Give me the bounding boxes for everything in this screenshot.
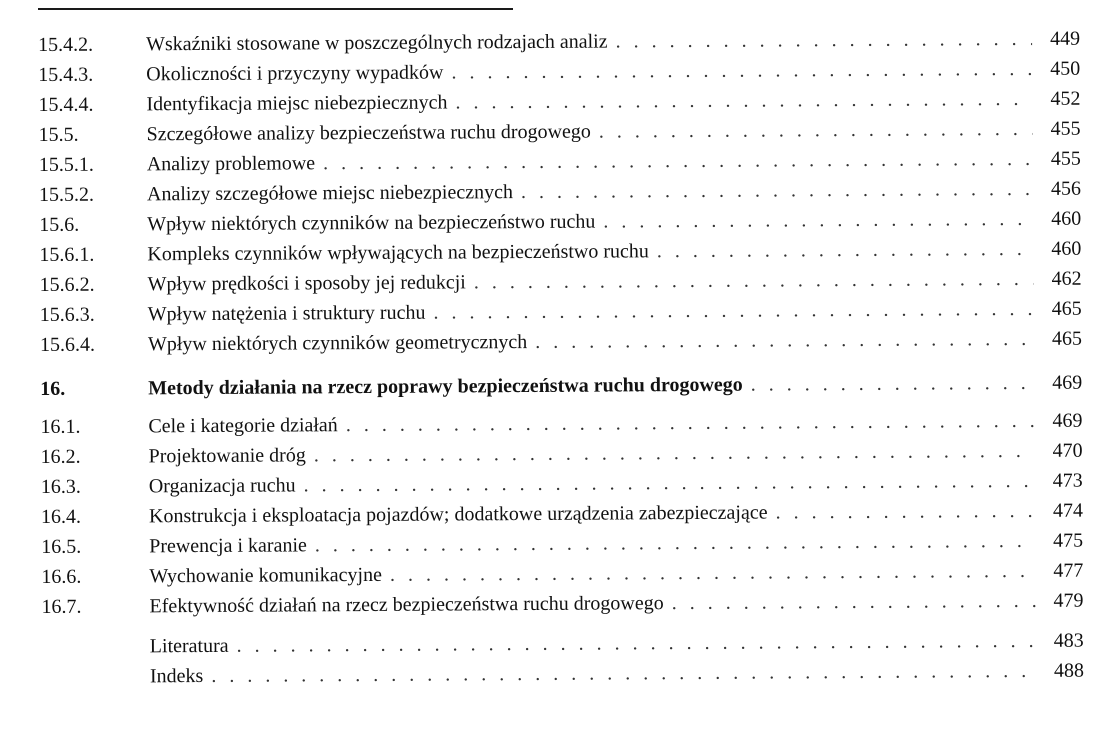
dot-leader — [657, 234, 1034, 266]
section-number: 16.5. — [41, 535, 82, 558]
section-number: 15.6.3. — [39, 303, 95, 326]
dot-leader — [433, 294, 1033, 328]
section-title: Wychowanie komunikacyjne — [149, 563, 383, 588]
page-number: 469 — [1052, 409, 1083, 432]
page-number: 477 — [1053, 559, 1084, 582]
dot-leader — [535, 324, 1034, 357]
section-number: 16.3. — [40, 475, 81, 498]
page-number: 488 — [1053, 659, 1084, 682]
page-number: 452 — [1050, 87, 1081, 110]
section-number: 16.7. — [41, 595, 82, 618]
section-number: 15.6.2. — [39, 273, 95, 296]
section-number: 15.4.2. — [38, 33, 94, 56]
page-number: 483 — [1053, 629, 1084, 652]
dot-leader — [751, 364, 1035, 404]
page-number: 475 — [1053, 529, 1084, 552]
section-title: Konstrukcja i eksploatacja pojazdów; dodatkowe urządzenia zabezpieczające — [148, 501, 768, 528]
back-matter-title: Literatura — [149, 634, 229, 658]
section-number: 16.6. — [41, 565, 82, 588]
dot-leader — [303, 466, 1034, 500]
page-number: 456 — [1050, 177, 1082, 200]
dot-leader — [775, 496, 1035, 528]
page-number: 460 — [1051, 207, 1082, 230]
chapter-title: Metody działania na rzecz poprawy bezpieczeństwa ruchu drogowego — [148, 373, 743, 400]
page-number: 465 — [1051, 327, 1082, 350]
back-matter-title: Indeks — [149, 665, 204, 688]
page-number: 462 — [1051, 267, 1082, 290]
section-number: 15.4.4. — [38, 93, 94, 116]
section-title: Efektywność działań na rzecz bezpieczeństwa ruchu drogowego — [149, 592, 664, 618]
section-title: Cele i kategorie działań — [148, 414, 338, 438]
dot-leader — [521, 174, 1033, 207]
dot-leader — [615, 24, 1032, 57]
section-title: Wskaźniki stosowane w poszczególnych rodzajach analiz — [146, 30, 608, 56]
chapter-heading — [40, 364, 1082, 408]
section-number: 15.4.3. — [38, 63, 94, 86]
dot-leader — [451, 54, 1032, 88]
page-number: 473 — [1052, 469, 1083, 492]
dot-leader — [672, 586, 1036, 618]
section-number: 16.1. — [40, 415, 81, 438]
dot-leader — [455, 84, 1032, 118]
section-number: 16.4. — [40, 505, 82, 528]
page-number: 479 — [1053, 589, 1084, 612]
page-number: 455 — [1050, 147, 1081, 170]
dot-leader — [314, 436, 1035, 470]
section-title: Okoliczności i przyczyny wypadków — [146, 61, 444, 86]
page-number: 474 — [1052, 499, 1084, 522]
section-title: Wpływ niektórych czynników geometrycznych — [147, 331, 528, 356]
section-number: 15.5. — [38, 123, 79, 146]
chapter-number: 16. — [40, 377, 66, 400]
page-number: 460 — [1051, 237, 1082, 260]
page-number: 469 — [1052, 371, 1083, 394]
top-rule — [38, 8, 513, 10]
dot-leader — [603, 204, 1033, 237]
dot-leader — [474, 264, 1034, 297]
table-of-contents — [38, 24, 1084, 692]
section-number: 15.6.4. — [39, 333, 95, 356]
section-number: 15.6. — [39, 213, 80, 236]
section-title: Analizy szczegółowe miejsc niebezpiecznych — [146, 181, 514, 206]
dot-leader — [346, 406, 1035, 440]
page-number: 450 — [1050, 57, 1081, 80]
toc-entry — [40, 324, 1082, 360]
section-title: Identyfikacja miejsc niebezpiecznych — [146, 91, 448, 116]
dot-leader — [390, 556, 1036, 590]
section-title: Wpływ natężenia i struktury ruchu — [147, 301, 426, 326]
page-number: 465 — [1051, 297, 1082, 320]
section-title: Projektowanie dróg — [148, 444, 306, 468]
page-number: 449 — [1050, 27, 1081, 50]
dot-leader — [237, 626, 1036, 661]
section-title: Analizy problemowe — [146, 152, 316, 176]
section-title: Wpływ niektórych czynników na bezpieczeństwo ruchu — [147, 210, 596, 236]
section-number: 15.5.2. — [38, 183, 95, 206]
section-title: Wpływ prędkości i sposoby jej redukcji — [147, 271, 466, 296]
section-title: Organizacja ruchu — [148, 474, 296, 498]
dot-leader — [323, 144, 1033, 178]
section-number-empty — [42, 652, 150, 653]
dot-leader — [315, 526, 1035, 560]
section-title: Kompleks czynników wpływających na bezpieczeństwo ruchu — [147, 240, 649, 266]
back-matter-entry — [42, 656, 1084, 692]
dot-leader — [211, 656, 1036, 691]
section-number: 15.5.1. — [38, 153, 94, 176]
section-number-empty — [42, 682, 150, 683]
section-number: 15.6.1. — [39, 243, 95, 266]
dot-leader — [599, 114, 1033, 147]
page-number: 470 — [1052, 439, 1083, 462]
toc-entry — [41, 586, 1083, 622]
page-number: 455 — [1050, 117, 1081, 140]
section-title: Szczegółowe analizy bezpieczeństwa ruchu drogowego — [146, 120, 591, 146]
section-number: 16.2. — [40, 445, 81, 468]
section-title: Prewencja i karanie — [149, 534, 307, 558]
